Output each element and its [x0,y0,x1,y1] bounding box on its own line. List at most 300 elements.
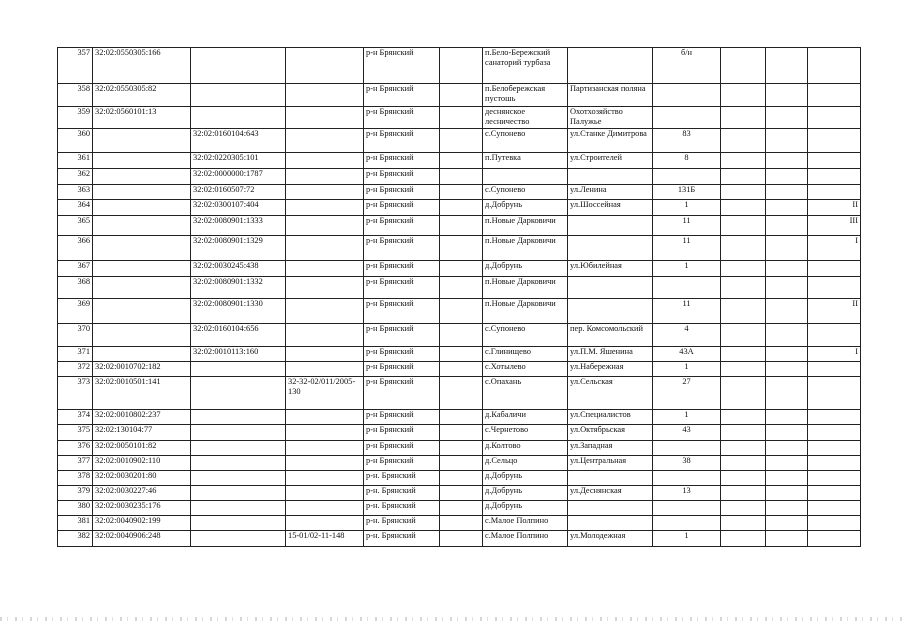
row-number-cell: 370 [58,324,93,347]
cadastral-number-cell: 32:02:0030201:80 [93,471,191,486]
registration-number-cell [286,261,364,277]
cadastral-number-cell [93,299,191,324]
street-cell: ул.Юбилейная [568,261,653,277]
extra-cell-b-cell [766,299,808,324]
district-cell: р-н Брянский [364,377,440,410]
district-cell: р-н Брянский [364,441,440,456]
extra-cell-a-cell [721,324,766,347]
cadastral-number-alt-cell [191,501,286,516]
house-number-cell: 38 [653,456,721,471]
row-number-cell: 379 [58,486,93,501]
extra-cell-b-cell [766,261,808,277]
empty-cell-cell [440,410,483,425]
empty-cell-cell [440,516,483,531]
category-cell [808,324,861,347]
locality-cell: с.Супонево [483,185,568,200]
house-number-cell: 1 [653,261,721,277]
locality-cell: д.Добрунь [483,200,568,216]
district-cell: р-н Брянский [364,410,440,425]
table-row [58,486,861,501]
cadastral-number-cell [93,347,191,362]
cadastral-number-alt-cell [191,362,286,377]
district-cell: р-н Брянский [364,84,440,107]
extra-cell-b-cell [766,531,808,547]
row-number-cell: 374 [58,410,93,425]
row-number-cell: 382 [58,531,93,547]
house-number-cell [653,169,721,185]
row-number-cell: 375 [58,425,93,441]
street-cell: ул.Ленина [568,185,653,200]
locality-cell: с.Глинищево [483,347,568,362]
empty-cell-cell [440,277,483,299]
street-cell: ул.Западная [568,441,653,456]
district-cell: р-н Брянский [364,362,440,377]
table-row [58,377,861,410]
house-number-cell: 13 [653,486,721,501]
row-number-cell: 368 [58,277,93,299]
district-cell: р-н Брянский [364,299,440,324]
district-cell: р-н. Брянский [364,471,440,486]
house-number-cell: 43 [653,425,721,441]
cadastral-number-cell: 32:02:0010501:141 [93,377,191,410]
house-number-cell [653,471,721,486]
registration-number-cell [286,501,364,516]
extra-cell-a-cell [721,261,766,277]
locality-cell [483,169,568,185]
empty-cell-cell [440,425,483,441]
cadastral-number-cell [93,216,191,236]
category-cell [808,377,861,410]
street-cell [568,471,653,486]
street-cell: Охотхозяйство Палужье [568,107,653,129]
extra-cell-b-cell [766,377,808,410]
extra-cell-b-cell [766,347,808,362]
category-cell: II [808,299,861,324]
locality-cell: п.Новые Дарковичи [483,277,568,299]
row-number-cell: 358 [58,84,93,107]
table-row [58,299,861,324]
extra-cell-b-cell [766,471,808,486]
house-number-cell [653,441,721,456]
table-row [58,129,861,153]
row-number-cell: 380 [58,501,93,516]
table-row [58,169,861,185]
registration-number-cell [286,425,364,441]
table-row [58,216,861,236]
extra-cell-b-cell [766,200,808,216]
house-number-cell [653,501,721,516]
row-number-cell: 373 [58,377,93,410]
empty-cell-cell [440,169,483,185]
extra-cell-a-cell [721,129,766,153]
extra-cell-b-cell [766,456,808,471]
district-cell: р-н Брянский [364,324,440,347]
row-number-cell: 377 [58,456,93,471]
street-cell [568,169,653,185]
cadastral-number-cell: 32:02:0560101:13 [93,107,191,129]
extra-cell-b-cell [766,107,808,129]
district-cell: р-н Брянский [364,236,440,261]
house-number-cell: 11 [653,216,721,236]
empty-cell-cell [440,299,483,324]
row-number-cell: 357 [58,48,93,84]
locality-cell: д.Сельцо [483,456,568,471]
extra-cell-a-cell [721,471,766,486]
house-number-cell: 131Б [653,185,721,200]
cadastral-number-cell [93,261,191,277]
empty-cell-cell [440,324,483,347]
category-cell: I [808,236,861,261]
cadastral-number-alt-cell [191,107,286,129]
cadastral-number-cell [93,324,191,347]
locality-cell: с.Супонево [483,324,568,347]
table-row [58,410,861,425]
street-cell: пер. Комсомольский [568,324,653,347]
registration-number-cell [286,129,364,153]
extra-cell-b-cell [766,185,808,200]
category-cell: I [808,347,861,362]
district-cell: р-н Брянский [364,216,440,236]
street-cell: ул.Станке Димитрова [568,129,653,153]
category-cell [808,425,861,441]
cadastral-number-cell [93,153,191,169]
extra-cell-a-cell [721,299,766,324]
registry-table [57,47,861,547]
category-cell [808,185,861,200]
cadastral-number-cell [93,129,191,153]
locality-cell: п.Новые Дарковичи [483,216,568,236]
table-row [58,153,861,169]
locality-cell: д.Колтово [483,441,568,456]
street-cell: ул.Деснянская [568,486,653,501]
table-row [58,471,861,486]
cadastral-number-alt-cell [191,456,286,471]
extra-cell-b-cell [766,216,808,236]
row-number-cell: 372 [58,362,93,377]
extra-cell-b-cell [766,516,808,531]
district-cell: р-н Брянский [364,347,440,362]
cadastral-number-cell [93,185,191,200]
registration-number-cell [286,236,364,261]
row-number-cell: 381 [58,516,93,531]
extra-cell-b-cell [766,486,808,501]
locality-cell: деснянское лесничество [483,107,568,129]
extra-cell-b-cell [766,441,808,456]
empty-cell-cell [440,129,483,153]
extra-cell-a-cell [721,200,766,216]
street-cell: ул.Сельская [568,377,653,410]
row-number-cell: 363 [58,185,93,200]
registration-number-cell [286,471,364,486]
street-cell [568,48,653,84]
cadastral-number-alt-cell: 32:02:0080901:1329 [191,236,286,261]
registration-number-cell [286,107,364,129]
cadastral-number-cell [93,169,191,185]
locality-cell: с.Малое Полпино [483,531,568,547]
cadastral-number-alt-cell: 32:02:0220305:101 [191,153,286,169]
cadastral-number-alt-cell [191,377,286,410]
street-cell: ул.Молодежная [568,531,653,547]
registration-number-cell [286,299,364,324]
cadastral-number-alt-cell [191,84,286,107]
locality-cell: д.Добрунь [483,486,568,501]
row-number-cell: 365 [58,216,93,236]
registration-number-cell: 32-32-02/011/2005-130 [286,377,364,410]
cadastral-number-cell: 32:02:0550305:82 [93,84,191,107]
category-cell [808,456,861,471]
cadastral-number-alt-cell: 32:02:0080901:1332 [191,277,286,299]
empty-cell-cell [440,153,483,169]
registration-number-cell: 15-01/02-11-148 [286,531,364,547]
house-number-cell: 1 [653,362,721,377]
registration-number-cell [286,486,364,501]
extra-cell-b-cell [766,410,808,425]
empty-cell-cell [440,501,483,516]
street-cell: ул.Центральная [568,456,653,471]
empty-cell-cell [440,200,483,216]
empty-cell-cell [440,107,483,129]
extra-cell-b-cell [766,425,808,441]
cadastral-number-alt-cell [191,441,286,456]
table-row [58,324,861,347]
registration-number-cell [286,347,364,362]
extra-cell-b-cell [766,48,808,84]
registration-number-cell [286,456,364,471]
house-number-cell [653,516,721,531]
category-cell: II [808,200,861,216]
district-cell: р-н Брянский [364,200,440,216]
district-cell: р-н Брянский [364,185,440,200]
district-cell: р-н Брянский [364,169,440,185]
row-number-cell: 360 [58,129,93,153]
street-cell: ул.П.М. Яшенина [568,347,653,362]
registration-number-cell [286,410,364,425]
registration-number-cell [286,324,364,347]
empty-cell-cell [440,377,483,410]
street-cell: ул.Строителей [568,153,653,169]
empty-cell-cell [440,216,483,236]
cadastral-number-cell: 32:02:130104:77 [93,425,191,441]
registration-number-cell [286,277,364,299]
category-cell [808,129,861,153]
extra-cell-a-cell [721,107,766,129]
house-number-cell: 43А [653,347,721,362]
cadastral-number-alt-cell [191,425,286,441]
house-number-cell: 83 [653,129,721,153]
row-number-cell: 364 [58,200,93,216]
locality-cell: с.Хотылево [483,362,568,377]
extra-cell-a-cell [721,456,766,471]
extra-cell-a-cell [721,347,766,362]
locality-cell: с.Опахань [483,377,568,410]
extra-cell-a-cell [721,216,766,236]
cadastral-number-alt-cell [191,471,286,486]
cadastral-number-cell: 32:02:0030227:46 [93,486,191,501]
empty-cell-cell [440,531,483,547]
row-number-cell: 359 [58,107,93,129]
house-number-cell: 4 [653,324,721,347]
table-row [58,362,861,377]
cadastral-number-alt-cell [191,531,286,547]
house-number-cell [653,84,721,107]
cadastral-number-alt-cell [191,486,286,501]
extra-cell-b-cell [766,129,808,153]
category-cell [808,531,861,547]
house-number-cell [653,107,721,129]
category-cell [808,501,861,516]
row-number-cell: 376 [58,441,93,456]
table-row [58,347,861,362]
extra-cell-a-cell [721,277,766,299]
locality-cell: п.Новые Дарковичи [483,299,568,324]
empty-cell-cell [440,486,483,501]
scan-artifact-line [0,617,905,621]
empty-cell-cell [440,261,483,277]
locality-cell: д.Добрунь [483,261,568,277]
extra-cell-a-cell [721,531,766,547]
table-row [58,236,861,261]
extra-cell-a-cell [721,410,766,425]
cadastral-number-alt-cell: 32:02:0300107:404 [191,200,286,216]
cadastral-number-cell: 32:02:0030235:176 [93,501,191,516]
locality-cell: п.Путевка [483,153,568,169]
table-row [58,277,861,299]
table-row [58,84,861,107]
table-row [58,200,861,216]
house-number-cell [653,277,721,299]
empty-cell-cell [440,48,483,84]
street-cell: Партизанская поляна [568,84,653,107]
extra-cell-b-cell [766,84,808,107]
cadastral-number-cell: 32:02:0550305:166 [93,48,191,84]
category-cell [808,261,861,277]
street-cell [568,501,653,516]
extra-cell-a-cell [721,486,766,501]
extra-cell-a-cell [721,441,766,456]
cadastral-number-alt-cell: 32:02:0080901:1330 [191,299,286,324]
empty-cell-cell [440,347,483,362]
extra-cell-a-cell [721,169,766,185]
category-cell [808,84,861,107]
extra-cell-a-cell [721,236,766,261]
cadastral-number-alt-cell: 32:02:0160507:72 [191,185,286,200]
registration-number-cell [286,84,364,107]
table-row [58,501,861,516]
cadastral-number-alt-cell: 32:02:0030245:438 [191,261,286,277]
category-cell [808,471,861,486]
house-number-cell: 1 [653,200,721,216]
extra-cell-b-cell [766,153,808,169]
row-number-cell: 369 [58,299,93,324]
row-number-cell: 371 [58,347,93,362]
table-row [58,107,861,129]
district-cell: р-н. Брянский [364,531,440,547]
street-cell [568,277,653,299]
registration-number-cell [286,185,364,200]
district-cell: р-н. Брянский [364,501,440,516]
cadastral-number-alt-cell: 32:02:0160104:656 [191,324,286,347]
registration-number-cell [286,216,364,236]
table-row [58,456,861,471]
registration-number-cell [286,153,364,169]
cadastral-number-alt-cell [191,410,286,425]
district-cell: р-н Брянский [364,153,440,169]
house-number-cell: 8 [653,153,721,169]
cadastral-number-alt-cell [191,48,286,84]
extra-cell-a-cell [721,377,766,410]
street-cell: ул.Шоссейная [568,200,653,216]
house-number-cell: б/н [653,48,721,84]
registration-number-cell [286,48,364,84]
table-row [58,441,861,456]
locality-cell: с.Чернетово [483,425,568,441]
district-cell: р-н. Брянский [364,486,440,501]
locality-cell: д.Добрунь [483,471,568,486]
district-cell: р-н Брянский [364,129,440,153]
registration-number-cell [286,362,364,377]
street-cell [568,236,653,261]
locality-cell: д.Кабаличи [483,410,568,425]
empty-cell-cell [440,84,483,107]
table-row [58,531,861,547]
category-cell [808,153,861,169]
category-cell [808,48,861,84]
table-row [58,261,861,277]
street-cell: ул.Специалистов [568,410,653,425]
district-cell: р-н Брянский [364,107,440,129]
row-number-cell: 361 [58,153,93,169]
row-number-cell: 362 [58,169,93,185]
extra-cell-a-cell [721,362,766,377]
row-number-cell: 378 [58,471,93,486]
category-cell [808,362,861,377]
cadastral-number-cell: 32:02:0010902:110 [93,456,191,471]
district-cell: р-н. Брянский [364,516,440,531]
category-cell [808,277,861,299]
cadastral-number-cell: 32:02:0040906:248 [93,531,191,547]
category-cell [808,486,861,501]
district-cell: р-н Брянский [364,456,440,471]
extra-cell-a-cell [721,153,766,169]
street-cell: ул.Набережная [568,362,653,377]
house-number-cell: 27 [653,377,721,410]
empty-cell-cell [440,441,483,456]
registration-number-cell [286,169,364,185]
extra-cell-b-cell [766,362,808,377]
extra-cell-a-cell [721,48,766,84]
empty-cell-cell [440,236,483,261]
extra-cell-b-cell [766,277,808,299]
category-cell [808,516,861,531]
category-cell [808,169,861,185]
district-cell: р-н Брянский [364,277,440,299]
district-cell: р-н Брянский [364,425,440,441]
cadastral-number-cell [93,200,191,216]
category-cell [808,441,861,456]
district-cell: р-н Брянский [364,261,440,277]
cadastral-number-cell: 32:02:0010802:237 [93,410,191,425]
cadastral-number-cell: 32:02:0050101:82 [93,441,191,456]
table-row [58,425,861,441]
row-number-cell: 366 [58,236,93,261]
extra-cell-a-cell [721,425,766,441]
house-number-cell: 11 [653,299,721,324]
cadastral-number-alt-cell: 32:02:0000000:1787 [191,169,286,185]
category-cell [808,410,861,425]
extra-cell-b-cell [766,501,808,516]
cadastral-number-alt-cell [191,516,286,531]
table-row [58,48,861,84]
